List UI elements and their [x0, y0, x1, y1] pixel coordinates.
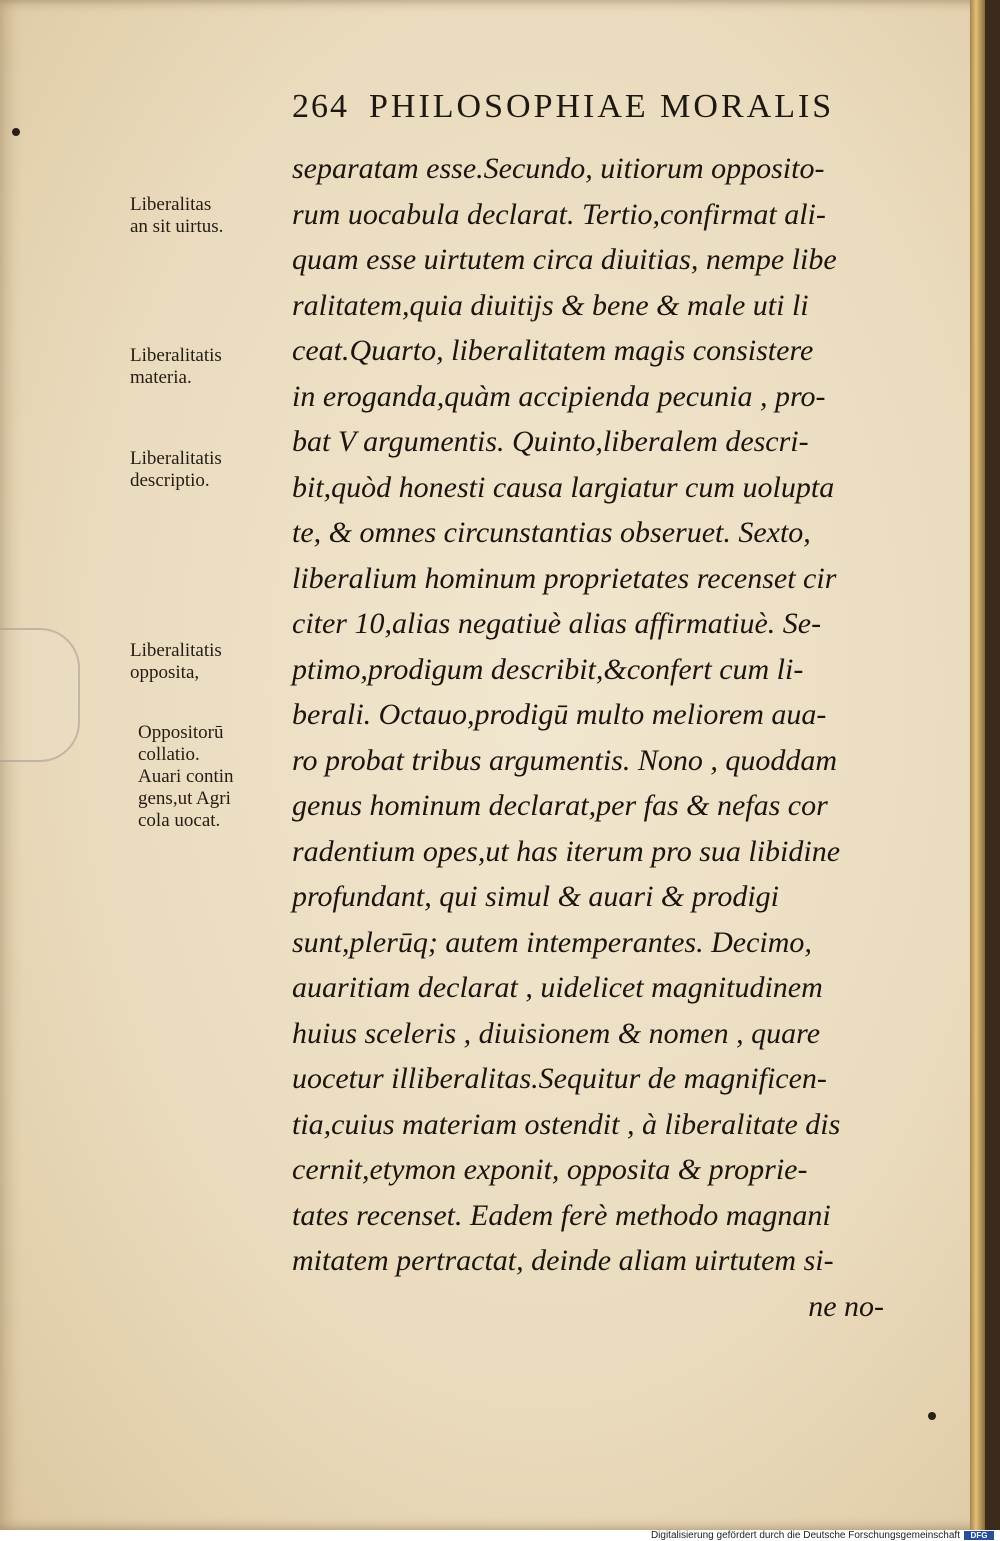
- ink-spot: [12, 128, 20, 136]
- text-line: te, & omnes circunstantias obseruet. Sexto,: [292, 516, 811, 549]
- text-line: bat V argumentis. Quinto,liberalem descri-: [292, 425, 809, 458]
- text-line: sunt,plerūq; autem intemperantes. Decimo,: [292, 925, 812, 959]
- text-line: uocetur illiberalitas.Sequitur de magnificen-: [292, 1062, 827, 1095]
- page-number: 264: [292, 88, 349, 125]
- page-header: [292, 88, 872, 126]
- ink-spot: [928, 1412, 936, 1420]
- dfg-logo-icon: DFG: [964, 1531, 994, 1540]
- marginal-note-line: cola uocat.: [138, 810, 221, 831]
- text-line: quam esse uirtutem circa diuitias, nempe libe: [292, 243, 837, 276]
- text-line: cernit,etymon exponit, opposita & proprie-: [292, 1153, 808, 1186]
- text-line: profundant, qui simul & auari & prodigi: [292, 880, 779, 913]
- marginal-note-line: Oppositorū: [138, 722, 224, 743]
- funding-credit: Digitalisierung gefördert durch die Deutsche Forschungsgemeinschaft: [650, 1530, 960, 1541]
- marginal-note: [130, 640, 290, 684]
- text-line: liberalium hominum proprietates recenset cir: [292, 561, 837, 595]
- main-text-block: [292, 146, 892, 1329]
- page-clip: [0, 628, 80, 762]
- catchword: ne no-: [808, 1289, 884, 1323]
- marginal-note: [130, 194, 290, 238]
- marginal-note: [138, 722, 298, 832]
- marginal-note-line: descriptio.: [130, 470, 210, 491]
- text-line: ceat.Quarto, liberalitatem magis consistere: [292, 334, 814, 367]
- marginal-note: [130, 448, 290, 492]
- text-line: ro probat tribus argumentis. Nono , quoddam: [292, 743, 838, 777]
- marginal-note-line: Liberalitatis: [130, 448, 222, 469]
- marginal-note-line: Liberalitas: [130, 194, 212, 215]
- marginal-note-line: Liberalitatis: [130, 640, 222, 661]
- marginal-note-line: Auari contin: [138, 766, 234, 787]
- text-line: genus hominum declarat,per fas & nefas cor: [292, 789, 828, 822]
- marginal-note-line: collatio.: [138, 744, 200, 765]
- text-line: auaritiam declarat , uidelicet magnitudinem: [292, 971, 823, 1004]
- text-line: rum uocabula declarat. Tertio,confirmat ali-: [292, 197, 826, 231]
- marginal-note-line: an sit uirtus.: [130, 216, 224, 237]
- text-line: tates recenset. Eadem ferè methodo magnani: [292, 1198, 831, 1232]
- text-line: in eroganda,quàm accipienda pecunia , pro-: [292, 379, 826, 413]
- marginal-note-line: gens,ut Agri: [138, 788, 231, 809]
- marginal-note-line: opposita,: [130, 662, 200, 683]
- text-line: ralitatem,quia diuitijs & bene & male uti li: [292, 288, 809, 322]
- text-line: tia,cuius materiam ostendit , à liberalitate dis: [292, 1107, 841, 1141]
- page-edge: [970, 0, 985, 1530]
- text-line: bit,quòd honesti causa largiatur cum uolupta: [292, 470, 835, 504]
- text-line: radentium opes,ut has iterum pro sua libidine: [292, 834, 841, 868]
- running-title: PHILOSOPHIAE MORALIS: [369, 88, 835, 125]
- text-line: mitatem pertractat, deinde aliam uirtutem si-: [292, 1244, 834, 1277]
- digitization-footer: [0, 1530, 1000, 1541]
- marginal-note-line: materia.: [130, 367, 192, 388]
- marginal-note: [130, 345, 290, 389]
- text-line: ptimo,prodigum describit,&confert cum li-: [292, 652, 804, 686]
- text-line: citer 10,alias negatiuè alias affirmatiuè. Se-: [292, 607, 822, 640]
- text-line: berali. Octauo,prodigū multo meliorem aua-: [292, 698, 827, 731]
- marginal-note-line: Liberalitatis: [130, 345, 222, 366]
- text-line: huius sceleris , diuisionem & nomen , quare: [292, 1016, 821, 1050]
- text-line: separatam esse.Secundo, uitiorum opposito-: [292, 152, 825, 185]
